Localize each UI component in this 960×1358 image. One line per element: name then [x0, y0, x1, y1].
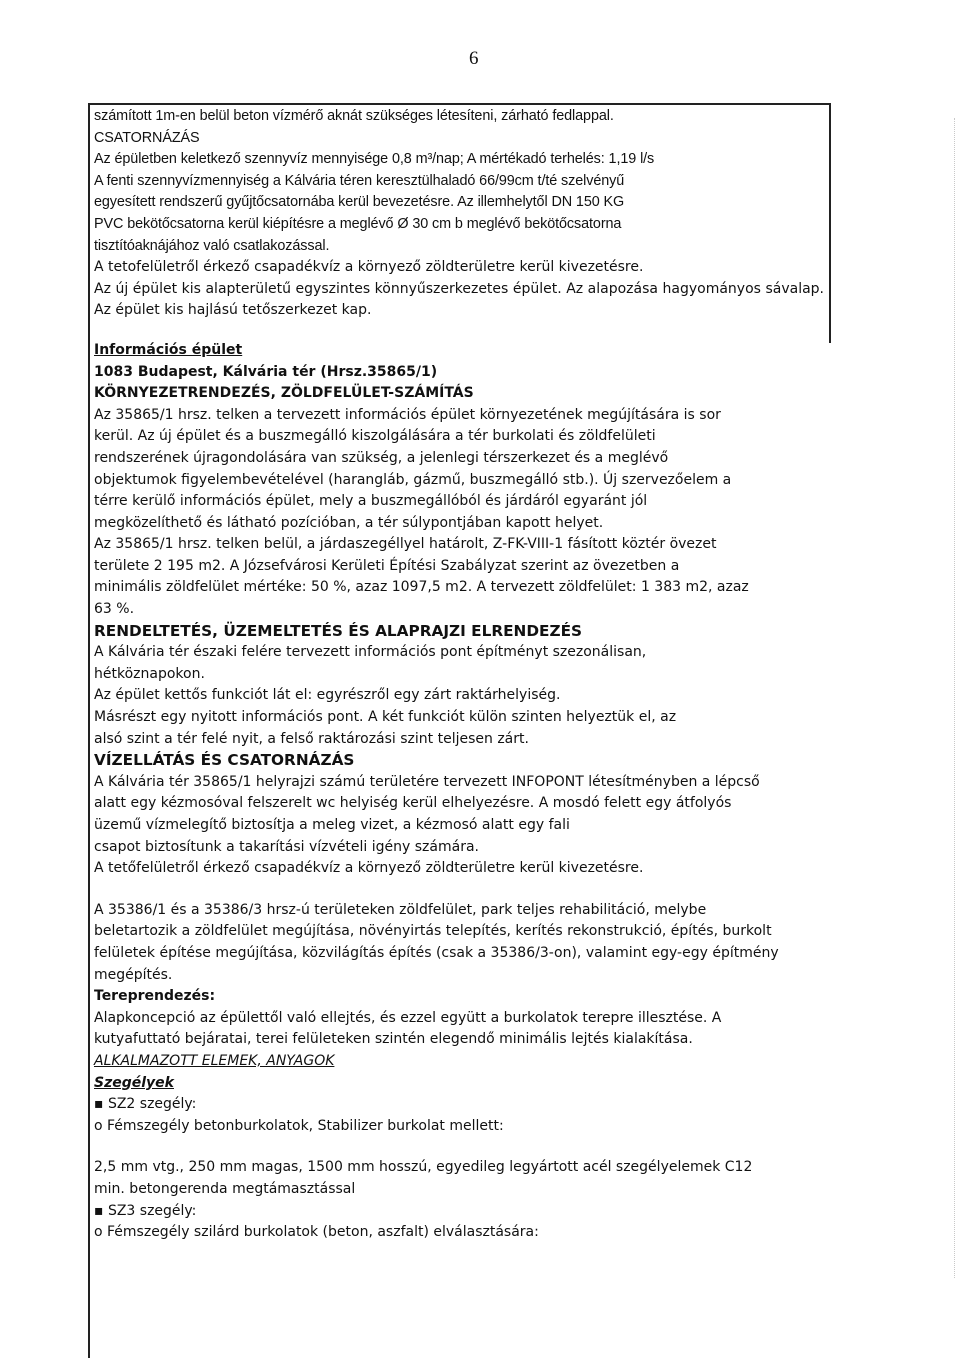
text-line: Másrészt egy nyitott információs pont. A két funkciót külön szinten helyeztük el, az: [94, 709, 677, 726]
text-line: hétköznapokon.: [94, 665, 205, 682]
text-line: A Kálvária tér északi felére tervezett információs pont építményt szezonálisan,: [94, 644, 647, 661]
boxed-section: [94, 106, 824, 257]
text-line: Az 35865/1 hrsz. telken belül, a járdaszegéllyel határolt, Z-FK-VIII-1 fásított köztér övezet: [94, 536, 717, 553]
text-line: A tetőfelületről érkező csapadékvíz a környező zöldterületre kerül kivezetésre.: [94, 860, 644, 877]
frame-top-border: [88, 103, 830, 105]
text-line: tisztítóaknájához való csatlakozással.: [94, 237, 330, 254]
text-line: egyesített rendszerű gyűjtőcsatornába kerül bevezetésre. Az illemhelytől DN 150 KG: [94, 194, 625, 211]
text-line: min. betongerenda megtámasztással: [94, 1180, 356, 1197]
text-line: Alapkoncepció az épülettől való ellejtés, és ezzel együtt a burkolatok terepre illesztése. A: [94, 1009, 722, 1026]
text-line: számított 1m-en belül beton vízmérő aknát szükséges létesíteni, zárható fedlappal.: [94, 108, 614, 124]
text-line: PVC bekötőcsatorna kerül kiépítésre a meglévő Ø 30 cm b meglévő bekötőcsatorna: [94, 215, 622, 232]
text-line: beletartozik a zöldfelület megújítása, növényirtás telepítés, kerítés rekonstrukció, építés, burkolt: [94, 923, 772, 940]
section-heading-vizellatas: VÍZELLÁTÁS ÉS CSATORNÁZÁS: [94, 751, 355, 770]
text-line: 2,5 mm vtg., 250 mm magas, 1500 mm hosszú, egyedileg legyártott acél szegélyelemek C12: [94, 1159, 753, 1176]
text-line: rendszerének újragondolására van szükség, a jelenlegi térszerkezet és a meglévő: [94, 449, 669, 466]
text-line: kerül. Az új épület és a buszmegálló kiszolgálására a tér burkolati és zöldfelületi: [94, 428, 656, 445]
scan-margin-mark: [954, 118, 956, 1278]
text-line: üzemű vízmelegítő biztosítja a meleg vizet, a kézmosó alatt egy fali: [94, 817, 570, 833]
text-line: Az épület kettős funkciót lát el: egyrészről egy zárt raktárhelyiség.: [94, 687, 561, 704]
section-heading-tereprendezes: Tereprendezés:: [94, 988, 216, 1005]
text-line: objektumok figyelembevételével (harangláb, gázmű, buszmegálló stb.). Új szervezőelem a: [94, 471, 732, 488]
text-line: kutyafuttató bejáratai, terei felületeken szintén elegendő minimális lejtés kialakítása.: [94, 1031, 693, 1048]
text-line: alatt egy kézmosóval felszerelt wc helyiség kerül elhelyezésre. A mosdó felett egy átfolyós: [94, 795, 732, 812]
text-line: területe 2 195 m2. A Józsefvárosi Kerületi Építési Szabályzat szerint az övezetben a: [94, 557, 680, 574]
section-heading-csatornazas: CSATORNÁZÁS: [94, 129, 200, 146]
text-line: felületek építése megújítása, közvilágítás építés (csak a 35386/3-on), valamint egy-egy építmény: [94, 944, 779, 961]
subheading-szegelyek: Szegélyek: [94, 1074, 174, 1091]
section-heading-rendeltetes: RENDELTETÉS, ÜZEMELTETÉS ÉS ALAPRAJZI ELRENDEZÉS: [94, 621, 583, 640]
text-line: térre kerülő információs épület, mely a buszmegállóból és járdáról egyaránt jól: [94, 493, 648, 510]
text-line: Az épületben keletkező szennyvíz mennyisége 0,8 m³/nap; A mértékadó terhelés: 1,19 l/s: [94, 151, 655, 168]
list-item-sz2: ▪ SZ2 szegély:: [94, 1096, 197, 1113]
text-line: megépítés.: [94, 966, 173, 983]
text-line: A Kálvária tér 35865/1 helyrajzi számú területére tervezett INFOPONT létesítményben a lépcső: [94, 773, 760, 790]
text-line: csapot biztosítunk a takarítási vízvételi igény számára.: [94, 838, 479, 855]
text-line: megközelíthető és látható pozícióban, a tér súlypontjában kapott helyet.: [94, 514, 604, 531]
list-subitem: o Fémszegély szilárd burkolatok (beton, aszfalt) elválasztására:: [94, 1224, 539, 1241]
frame-left-border: [88, 103, 90, 1358]
text-line: alsó szint a tér felé nyit, a felső raktározási szint teljesen zárt.: [94, 730, 529, 747]
text-line: A 35386/1 és a 35386/3 hrsz-ú területeken zöldfelület, park teljes rehabilitáció, melybe: [94, 901, 707, 918]
section-heading-kornyezetrendezes: KÖRNYEZETRENDEZÉS, ZÖLDFELÜLET-SZÁMÍTÁS: [94, 385, 474, 402]
address-line: 1083 Budapest, Kálvária tér (Hrsz.35865/1): [94, 363, 438, 380]
text-line: 63 %.: [94, 601, 135, 618]
text-line: Az 35865/1 hrsz. telken a tervezett információs épület környezetének megújítására is sor: [94, 406, 721, 423]
text-line: A tetofelületről érkező csapadékvíz a környező zöldterületre kerül kivezetésre.: [94, 259, 644, 276]
text-line: A fenti szennyvízmennyiség a Kálvária téren keresztülhaladó 66/99cm t/té szelvényű: [94, 172, 625, 189]
section-heading-alkalmazott-elemek: ALKALMAZOTT ELEMEK, ANYAGOK: [94, 1052, 335, 1069]
paragraph: Az új épület kis alapterületű egyszintes könnyűszerkezetes épület. Az alapozása hagyományos sávalap. Az épület kis hajlású tetőszerkezet kap.: [94, 280, 824, 319]
section-title-informacios-epulet: Információs épület: [94, 341, 243, 358]
list-subitem: o Fémszegély betonburkolatok, Stabilizer burkolat mellett:: [94, 1117, 504, 1134]
document-body: [94, 106, 824, 1244]
text-line: minimális zöldfelület mértéke: 50 %, azaz 1097,5 m2. A tervezett zöldfelület: 1 383 m2, azaz: [94, 579, 749, 596]
page-number: 6: [469, 48, 479, 69]
list-item-sz3: ▪ SZ3 szegély:: [94, 1202, 197, 1219]
frame-right-border: [829, 103, 831, 343]
